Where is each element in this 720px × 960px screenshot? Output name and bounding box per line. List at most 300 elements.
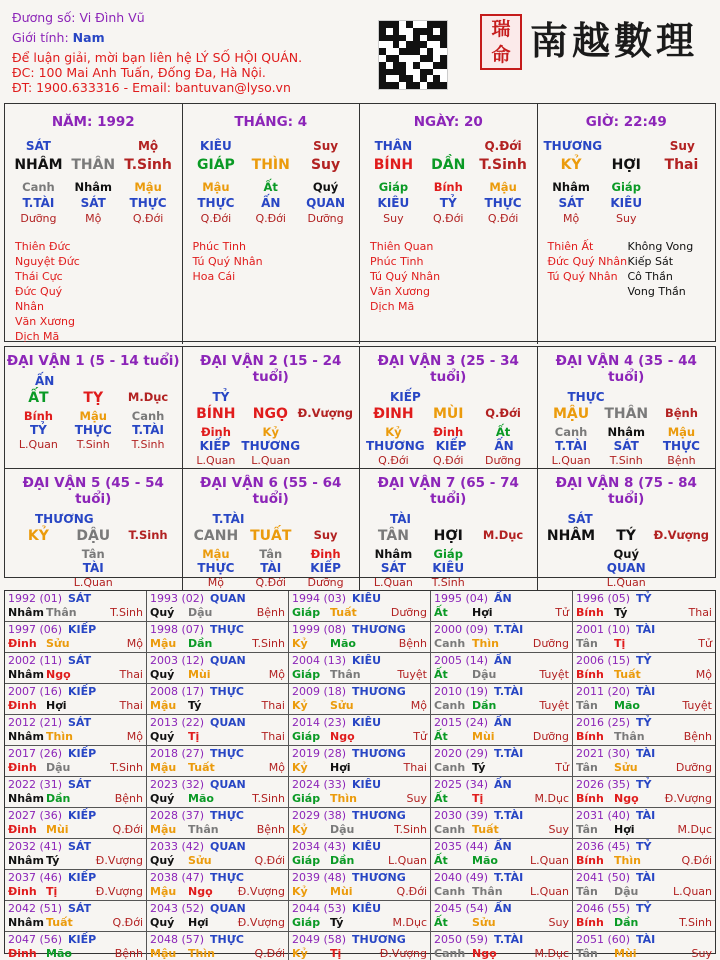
year-cell[interactable] bbox=[5, 622, 147, 653]
contact-intro: Để luận giải, mời bạn liên hệ LÝ SỐ HỘI QUÁN. bbox=[12, 50, 303, 65]
year-chi: Thân bbox=[472, 885, 503, 898]
pillar-cell: Suy bbox=[616, 212, 637, 225]
year-cell[interactable] bbox=[147, 653, 289, 684]
year-god: THƯƠNG bbox=[352, 747, 406, 760]
dai-van-3[interactable] bbox=[360, 347, 538, 469]
year-head bbox=[292, 747, 427, 761]
year-cell[interactable] bbox=[5, 901, 147, 932]
ten-god: THƯƠNG bbox=[241, 439, 301, 453]
gender-line: Giới tính: Nam bbox=[12, 30, 105, 45]
dai-van-pillar bbox=[544, 406, 710, 422]
ten-god: KIẾP bbox=[310, 561, 341, 575]
ten-god: SÁT bbox=[380, 561, 406, 575]
dai-van-pillar bbox=[544, 528, 710, 544]
dai-van-label: ẤN bbox=[35, 374, 55, 388]
year-cell[interactable] bbox=[147, 808, 289, 839]
year-label: 1992 (01) bbox=[8, 592, 63, 605]
year-body bbox=[8, 761, 143, 775]
dai-van-4[interactable] bbox=[538, 347, 716, 469]
pillar-cell: ẤN bbox=[261, 196, 281, 210]
year-stage: M.Dục bbox=[534, 947, 569, 960]
year-can: Kỷ bbox=[292, 699, 308, 712]
year-stage: Tuyệt bbox=[539, 668, 569, 681]
year-cell[interactable] bbox=[431, 901, 573, 932]
year-head bbox=[434, 809, 569, 823]
year-label: 2012 (21) bbox=[8, 716, 63, 729]
life-stage: Q.Đới bbox=[433, 454, 464, 467]
year-god: ẤN bbox=[494, 654, 512, 667]
year-label: 2007 (16) bbox=[8, 685, 63, 698]
year-can: Quý bbox=[150, 606, 175, 619]
year-head bbox=[8, 654, 143, 668]
year-cell[interactable] bbox=[573, 839, 715, 870]
year-cell[interactable] bbox=[147, 715, 289, 746]
life-stage bbox=[298, 454, 353, 468]
year-cell[interactable] bbox=[289, 870, 431, 901]
dai-van-grid bbox=[4, 346, 716, 589]
year-label: 2014 (23) bbox=[292, 716, 347, 729]
hidden-stem: Nhâm bbox=[374, 547, 413, 561]
dai-van-chi: TỴ bbox=[83, 390, 104, 406]
year-cell[interactable] bbox=[289, 777, 431, 808]
dai-van-can: MẬU bbox=[553, 406, 590, 422]
year-can: Mậu bbox=[150, 761, 177, 774]
pillar-1 bbox=[5, 104, 183, 344]
life-stage: T.Sinh bbox=[131, 438, 165, 451]
pillar-cell: QUAN bbox=[306, 196, 346, 210]
pillar-2 bbox=[183, 104, 361, 344]
year-label: 2023 (32) bbox=[150, 778, 205, 791]
star-item: Nguyệt Đức bbox=[15, 255, 80, 268]
year-chi: Thân bbox=[330, 668, 361, 681]
year-cell[interactable] bbox=[289, 715, 431, 746]
year-cell[interactable] bbox=[431, 777, 573, 808]
year-chi: Sửu bbox=[188, 854, 212, 867]
dai-van-title: ĐẠI VẬN 7 (65 - 74 tuổi) bbox=[377, 475, 519, 507]
year-cell[interactable] bbox=[573, 808, 715, 839]
year-cell[interactable] bbox=[147, 870, 289, 901]
year-body bbox=[292, 668, 427, 682]
year-stage: Mộ bbox=[268, 668, 285, 681]
year-body bbox=[292, 637, 427, 651]
dai-van-title: ĐẠI VẬN 8 (75 - 84 tuổi) bbox=[555, 475, 697, 507]
year-god: THỰC bbox=[210, 809, 244, 822]
year-cell[interactable] bbox=[289, 653, 431, 684]
year-can: Giáp bbox=[292, 730, 321, 743]
year-stage: Đ.Vượng bbox=[95, 854, 143, 867]
year-chi: Tuất bbox=[46, 916, 73, 929]
year-god: TÀI bbox=[636, 747, 656, 760]
year-god: ẤN bbox=[494, 716, 512, 729]
logo: 南越數理 bbox=[530, 18, 699, 63]
year-stage: Bệnh bbox=[114, 792, 143, 805]
pillar-cell: Suy bbox=[383, 212, 404, 225]
year-cell[interactable] bbox=[573, 591, 715, 622]
year-can: Canh bbox=[434, 823, 466, 836]
year-can: Ất bbox=[434, 668, 448, 681]
year-cell[interactable] bbox=[147, 777, 289, 808]
pillar-cell: Mậu bbox=[202, 180, 230, 194]
year-cell[interactable] bbox=[573, 715, 715, 746]
year-cell[interactable] bbox=[147, 591, 289, 622]
life-stage bbox=[121, 576, 176, 590]
ten-god: TÀI bbox=[82, 561, 104, 575]
pillar-cell: Giáp bbox=[378, 180, 409, 194]
year-can: Bính bbox=[576, 916, 604, 929]
pillar-cell: Mộ bbox=[562, 212, 580, 225]
star-item: Vong Thần bbox=[627, 285, 686, 298]
year-cell[interactable] bbox=[289, 932, 431, 960]
year-stage: T.Sinh bbox=[110, 761, 143, 774]
year-cell[interactable] bbox=[5, 839, 147, 870]
year-cell[interactable] bbox=[5, 932, 147, 960]
year-chi: Tý bbox=[614, 606, 628, 619]
year-label: 2046 (55) bbox=[576, 902, 631, 915]
pillar-cell: THÂN bbox=[71, 157, 116, 173]
year-chi: Mão bbox=[472, 854, 498, 867]
year-stage: Đ.Vượng bbox=[237, 916, 285, 929]
qr-code-icon[interactable] bbox=[378, 20, 448, 90]
year-chi: Dậu bbox=[330, 823, 355, 836]
pillar-cell: Suy bbox=[669, 139, 695, 153]
dai-van-chi: TÝ bbox=[616, 528, 636, 544]
year-cell[interactable] bbox=[431, 653, 573, 684]
year-body bbox=[8, 730, 143, 744]
year-cell[interactable] bbox=[289, 622, 431, 653]
year-chi: Sửu bbox=[472, 916, 496, 929]
year-cell[interactable] bbox=[573, 901, 715, 932]
pillar-cell: THỰC bbox=[129, 196, 167, 210]
year-head bbox=[576, 778, 712, 792]
year-label: 2051 (60) bbox=[576, 933, 631, 946]
year-cell[interactable] bbox=[289, 591, 431, 622]
year-cell[interactable] bbox=[147, 622, 289, 653]
dai-van-8[interactable] bbox=[538, 469, 716, 590]
dai-van-gods bbox=[366, 561, 531, 576]
year-cell[interactable] bbox=[5, 684, 147, 715]
dai-van-chi: DẬU bbox=[76, 528, 111, 544]
year-god: QUAN bbox=[210, 716, 246, 729]
year-cell[interactable] bbox=[5, 777, 147, 808]
year-god: KIÊU bbox=[352, 592, 382, 605]
year-stage: Tử bbox=[698, 637, 712, 650]
pillar-cell: Nhâm bbox=[552, 180, 590, 194]
year-label: 2037 (46) bbox=[8, 871, 63, 884]
year-cell[interactable] bbox=[147, 746, 289, 777]
year-head bbox=[8, 716, 143, 730]
year-head bbox=[150, 623, 285, 637]
year-chi: Dậu bbox=[46, 761, 71, 774]
year-chi: Dần bbox=[472, 699, 497, 712]
star-item: Đức Quý Nhân bbox=[547, 255, 628, 268]
year-head bbox=[576, 902, 712, 916]
stars-left bbox=[15, 239, 93, 344]
year-chi: Dần bbox=[46, 792, 71, 805]
year-head bbox=[576, 592, 712, 606]
pillar-cell bbox=[66, 139, 121, 153]
year-label: 2033 (42) bbox=[150, 840, 205, 853]
year-cell[interactable] bbox=[573, 932, 715, 960]
year-chi: Thìn bbox=[330, 792, 357, 805]
year-stage: L.Quan bbox=[530, 854, 569, 867]
pillar-cell: Mậu bbox=[489, 180, 517, 194]
pillar-stars bbox=[15, 239, 172, 344]
year-chi: Tý bbox=[472, 761, 486, 774]
year-cell[interactable] bbox=[431, 715, 573, 746]
dai-van-stage: T.Sinh bbox=[128, 528, 168, 542]
pillar-cell: T.Sinh bbox=[124, 157, 172, 173]
pillar-cell: THÌN bbox=[251, 157, 290, 173]
dai-van-hidden-stems bbox=[189, 547, 354, 561]
pillar-cell: KỶ bbox=[560, 157, 582, 173]
year-stage: Bệnh bbox=[256, 823, 285, 836]
year-god: KIÊU bbox=[352, 840, 382, 853]
year-god: T.TÀI bbox=[494, 623, 524, 636]
year-label: 2041 (50) bbox=[576, 871, 631, 884]
ten-god: QUAN bbox=[606, 561, 646, 575]
year-god: THƯƠNG bbox=[352, 933, 406, 946]
dai-van-5[interactable] bbox=[5, 469, 183, 590]
year-cell[interactable] bbox=[431, 746, 573, 777]
year-label: 2044 (53) bbox=[292, 902, 347, 915]
dai-van-2[interactable] bbox=[183, 347, 361, 469]
pillar-cell: KIÊU bbox=[610, 196, 643, 210]
pillar-title: GIỜ: 22:49 bbox=[585, 114, 667, 130]
year-body bbox=[150, 823, 285, 837]
year-cell[interactable] bbox=[5, 715, 147, 746]
pillar-cell: Q.Đới bbox=[484, 139, 522, 153]
dai-van-label: TỶ bbox=[212, 390, 230, 404]
year-chi: Mùi bbox=[188, 668, 211, 681]
year-cell[interactable] bbox=[431, 684, 573, 715]
year-label: 1994 (03) bbox=[292, 592, 347, 605]
year-head bbox=[150, 933, 285, 947]
year-god: TÀI bbox=[636, 685, 656, 698]
year-label: 2045 (54) bbox=[434, 902, 489, 915]
year-can: Đinh bbox=[8, 637, 37, 650]
year-cell[interactable] bbox=[431, 839, 573, 870]
life-stage: T.Sinh bbox=[609, 454, 643, 467]
hidden-stem: Tân bbox=[81, 547, 105, 561]
year-cell[interactable] bbox=[573, 653, 715, 684]
year-body bbox=[292, 699, 427, 713]
life-stage: Q.Đới bbox=[378, 454, 409, 467]
year-stage: Tử bbox=[413, 730, 427, 743]
year-label: 2028 (37) bbox=[150, 809, 205, 822]
year-head bbox=[292, 623, 427, 637]
dai-van-title: ĐẠI VẬN 5 (45 - 54 tuổi) bbox=[22, 475, 164, 507]
year-body bbox=[292, 916, 427, 930]
year-can: Tân bbox=[576, 885, 598, 898]
year-stage: Thai bbox=[119, 668, 143, 681]
year-label: 1998 (07) bbox=[150, 623, 205, 636]
year-label: 2001 (10) bbox=[576, 623, 631, 636]
hidden-stem: Giáp bbox=[433, 547, 463, 561]
year-can: Mậu bbox=[150, 637, 177, 650]
stars-right bbox=[271, 239, 349, 284]
year-label: 2027 (36) bbox=[8, 809, 63, 822]
star-item: Phúc Tinh bbox=[192, 240, 247, 253]
stars-left bbox=[548, 239, 628, 299]
pillar-cell: Q.Đới bbox=[487, 212, 519, 225]
dai-van-label: THƯƠNG bbox=[35, 512, 94, 526]
pillar-title: NGÀY: 20 bbox=[413, 114, 483, 130]
year-god: KIÊU bbox=[352, 716, 382, 729]
year-head bbox=[434, 623, 569, 637]
dai-van-7[interactable] bbox=[360, 469, 538, 590]
pillar-4 bbox=[538, 104, 716, 344]
year-head bbox=[576, 623, 712, 637]
pillar-cell: Quý bbox=[312, 180, 339, 194]
year-chi: Mão bbox=[188, 792, 214, 805]
year-body bbox=[434, 606, 569, 620]
pillar-cell: DẦN bbox=[431, 157, 466, 173]
year-cell[interactable] bbox=[147, 684, 289, 715]
year-head bbox=[292, 716, 427, 730]
year-body bbox=[8, 947, 143, 960]
year-label: 2049 (58) bbox=[292, 933, 347, 946]
year-cell[interactable] bbox=[573, 777, 715, 808]
year-god: TÀI bbox=[636, 871, 656, 884]
year-chi: Mão bbox=[330, 637, 356, 650]
pillar-cell: Mộ bbox=[137, 139, 159, 153]
annual-grid bbox=[4, 590, 716, 960]
year-cell[interactable] bbox=[573, 746, 715, 777]
pillar-row-r1 bbox=[11, 139, 176, 153]
year-god: THỰC bbox=[210, 747, 244, 760]
year-stage: Thai bbox=[119, 699, 143, 712]
year-god: TỶ bbox=[636, 592, 652, 605]
year-god: TÀI bbox=[636, 933, 656, 946]
life-stage: Q.Đới bbox=[255, 576, 286, 589]
year-label: 2018 (27) bbox=[150, 747, 205, 760]
year-chi: Thìn bbox=[46, 730, 73, 743]
year-can: Tân bbox=[576, 947, 598, 960]
year-head bbox=[576, 933, 712, 947]
dai-van-label: TÀI bbox=[390, 512, 412, 526]
year-cell[interactable] bbox=[5, 746, 147, 777]
hidden-stem: Mậu bbox=[202, 547, 230, 561]
year-can: Nhâm bbox=[8, 606, 44, 619]
year-can: Tân bbox=[576, 761, 598, 774]
year-cell[interactable] bbox=[147, 932, 289, 960]
year-body bbox=[576, 792, 712, 806]
year-head bbox=[8, 592, 143, 606]
year-cell[interactable] bbox=[289, 684, 431, 715]
pillar-cell: KIÊU bbox=[200, 139, 232, 153]
year-cell[interactable] bbox=[147, 839, 289, 870]
year-cell[interactable] bbox=[289, 808, 431, 839]
pillar-stars bbox=[193, 239, 350, 284]
year-chi: Ngọ bbox=[330, 730, 355, 743]
dai-van-hidden-stems bbox=[11, 547, 176, 561]
dai-van-label: SÁT bbox=[567, 512, 593, 526]
year-cell[interactable] bbox=[431, 932, 573, 960]
year-body bbox=[576, 699, 712, 713]
year-god: KIẾP bbox=[68, 623, 97, 636]
ten-god: TÀI bbox=[260, 561, 282, 575]
year-cell[interactable] bbox=[431, 591, 573, 622]
year-chi: Sửu bbox=[614, 761, 638, 774]
hidden-stem bbox=[11, 547, 66, 561]
year-can: Đinh bbox=[8, 761, 37, 774]
stars-right bbox=[628, 239, 706, 299]
year-can: Đinh bbox=[8, 823, 37, 836]
year-cell[interactable] bbox=[5, 591, 147, 622]
year-god: SÁT bbox=[68, 778, 92, 791]
year-god: KIÊU bbox=[352, 902, 382, 915]
life-stage: L.Quan bbox=[18, 438, 58, 451]
year-stage: Mộ bbox=[126, 637, 143, 650]
year-cell[interactable] bbox=[431, 870, 573, 901]
year-cell[interactable] bbox=[431, 622, 573, 653]
year-god: KIẾP bbox=[68, 933, 97, 946]
year-god: T.TÀI bbox=[494, 747, 524, 760]
dai-van-6[interactable] bbox=[183, 469, 361, 590]
year-head bbox=[434, 840, 569, 854]
year-stage: Bệnh bbox=[256, 606, 285, 619]
year-god: T.TÀI bbox=[494, 933, 524, 946]
year-head bbox=[292, 840, 427, 854]
dai-van-can: NHÂM bbox=[546, 528, 596, 544]
year-head bbox=[150, 654, 285, 668]
year-can: Kỷ bbox=[292, 761, 308, 774]
year-stage: Đ.Vượng bbox=[237, 885, 285, 898]
year-head bbox=[434, 933, 569, 947]
year-cell[interactable] bbox=[289, 839, 431, 870]
year-label: 2000 (09) bbox=[434, 623, 489, 636]
dai-van-1[interactable] bbox=[5, 347, 183, 469]
year-stage: Q.Đới bbox=[396, 885, 427, 898]
dai-van-can: BÍNH bbox=[196, 406, 236, 422]
pillar-cell bbox=[243, 139, 298, 153]
year-label: 1997 (06) bbox=[8, 623, 63, 636]
pillar-cell: HỢI bbox=[611, 157, 641, 173]
hidden-stem: Canh bbox=[554, 425, 588, 439]
year-cell[interactable] bbox=[573, 684, 715, 715]
year-label: 2031 (40) bbox=[576, 809, 631, 822]
year-cell[interactable] bbox=[289, 901, 431, 932]
dai-van-stage: Bệnh bbox=[664, 406, 698, 420]
pillar-3 bbox=[360, 104, 538, 344]
year-chi: Mùi bbox=[46, 823, 69, 836]
pillar-row-r4 bbox=[189, 196, 354, 210]
year-chi: Tuất bbox=[614, 668, 641, 681]
year-body bbox=[150, 730, 285, 744]
year-cell[interactable] bbox=[5, 653, 147, 684]
year-label: 2022 (31) bbox=[8, 778, 63, 791]
year-chi: Tị bbox=[188, 730, 200, 743]
year-cell[interactable] bbox=[5, 870, 147, 901]
year-stage: Tử bbox=[555, 761, 569, 774]
year-cell[interactable] bbox=[431, 808, 573, 839]
year-head bbox=[434, 654, 569, 668]
year-can: Mậu bbox=[150, 823, 177, 836]
dai-van-stages bbox=[189, 454, 354, 468]
year-can: Mậu bbox=[150, 885, 177, 898]
year-cell[interactable] bbox=[147, 901, 289, 932]
year-cell[interactable] bbox=[5, 808, 147, 839]
pillar-cell: Nhâm bbox=[74, 180, 113, 194]
year-cell[interactable] bbox=[573, 622, 715, 653]
star-item: Không Vong bbox=[627, 240, 694, 253]
year-cell[interactable] bbox=[573, 870, 715, 901]
year-stage: L.Quan bbox=[530, 885, 569, 898]
year-label: 2034 (43) bbox=[292, 840, 347, 853]
year-cell[interactable] bbox=[289, 746, 431, 777]
phone-email-line[interactable]: ĐT: 1900.633316 - Email: bantuvan@lyso.vn bbox=[12, 80, 291, 95]
year-can: Canh bbox=[434, 947, 466, 960]
